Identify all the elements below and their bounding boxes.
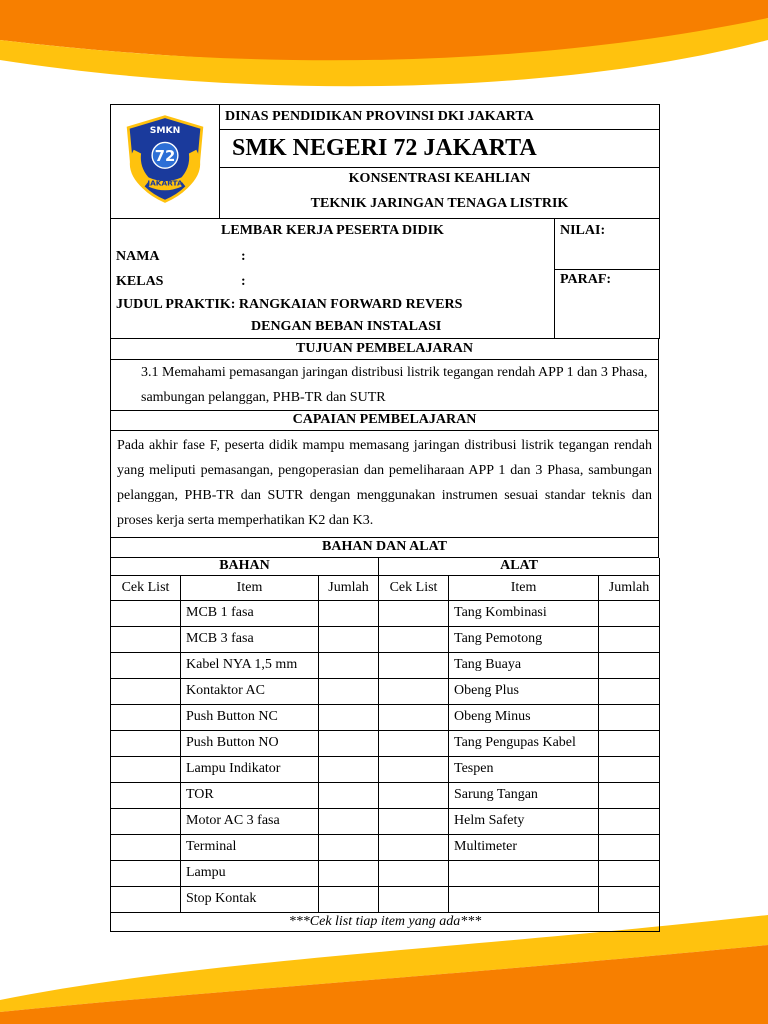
identity-table (110, 219, 660, 340)
judul-line1: JUDUL PRAKTIK: RANGKAIAN FORWARD REVERS (111, 295, 555, 317)
bahan-check-cell[interactable] (111, 887, 181, 913)
bahan-check-cell[interactable] (111, 731, 181, 757)
table-row (111, 861, 660, 887)
table-row (111, 731, 660, 757)
alat-item-name: Tespen (449, 757, 599, 783)
capaian-heading: CAPAIAN PEMBELAJARAN (111, 410, 659, 430)
alat-check-cell[interactable] (379, 705, 449, 731)
bahan-item-name: Push Button NC (181, 705, 319, 731)
alat-jumlah-cell[interactable] (599, 653, 660, 679)
table-row (111, 601, 660, 627)
header-table (110, 104, 660, 219)
nama-colon: : (241, 248, 246, 264)
alat-item-name: Multimeter (449, 835, 599, 861)
table-row (111, 705, 660, 731)
alat-check-cell[interactable] (379, 835, 449, 861)
alat-check-cell[interactable] (379, 731, 449, 757)
bahan-item-name: Lampu Indikator (181, 757, 319, 783)
judul-line2: DENGAN BEBAN INSTALASI (111, 317, 555, 339)
alat-item-name: Obeng Minus (449, 705, 599, 731)
table-row (111, 757, 660, 783)
school-logo (119, 113, 211, 205)
alat-item-name: Tang Buaya (449, 653, 599, 679)
bahan-heading: BAHAN (111, 558, 379, 576)
bahan-col-cek: Cek List (111, 576, 181, 601)
table-row (111, 627, 660, 653)
sheet-title: LEMBAR KERJA PESERTA DIDIK (111, 219, 555, 245)
alat-check-cell[interactable] (379, 679, 449, 705)
bahan-check-cell[interactable] (111, 783, 181, 809)
alat-check-cell[interactable] (379, 887, 449, 913)
table-row (111, 653, 660, 679)
alat-col-item: Item (449, 576, 599, 601)
alat-check-cell[interactable] (379, 809, 449, 835)
bahan-jumlah-cell[interactable] (319, 887, 379, 913)
bahan-col-item: Item (181, 576, 319, 601)
school-logo-cell (111, 105, 220, 219)
bahan-check-cell[interactable] (111, 601, 181, 627)
alat-item-name: Tang Pengupas Kabel (449, 731, 599, 757)
paraf-label: PARAF: (555, 270, 660, 339)
nama-row (111, 245, 555, 270)
alat-item-name: Helm Safety (449, 809, 599, 835)
bahan-jumlah-cell[interactable] (319, 731, 379, 757)
alat-check-cell[interactable] (379, 861, 449, 887)
alat-jumlah-cell[interactable] (599, 809, 660, 835)
alat-jumlah-cell[interactable] (599, 679, 660, 705)
bahan-jumlah-cell[interactable] (319, 861, 379, 887)
bahan-check-cell[interactable] (111, 627, 181, 653)
bahan-check-cell[interactable] (111, 835, 181, 861)
alat-item-name (449, 861, 599, 887)
tujuan-text: 3.1 Memahami pemasangan jaringan distribusi listrik tegangan rendah APP 1 dan 3 Phasa, sambungan pelanggan, PHB-TR dan SUTR (111, 359, 659, 410)
alat-check-cell[interactable] (379, 653, 449, 679)
table-row (111, 887, 660, 913)
alat-jumlah-cell[interactable] (599, 835, 660, 861)
bahan-item-name: TOR (181, 783, 319, 809)
table-row (111, 835, 660, 861)
bahan-item-name: Lampu (181, 861, 319, 887)
bahan-check-cell[interactable] (111, 757, 181, 783)
bahan-check-cell[interactable] (111, 861, 181, 887)
bahan-item-name: Stop Kontak (181, 887, 319, 913)
school-name: SMK NEGERI 72 JAKARTA (220, 130, 660, 168)
bahan-check-cell[interactable] (111, 653, 181, 679)
learning-table (110, 339, 659, 558)
alat-col-cek: Cek List (379, 576, 449, 601)
alat-item-name: Tang Pemotong (449, 627, 599, 653)
bahan-jumlah-cell[interactable] (319, 601, 379, 627)
alat-item-name: Sarung Tangan (449, 783, 599, 809)
tujuan-heading: TUJUAN PEMBELAJARAN (111, 339, 659, 359)
alat-jumlah-cell[interactable] (599, 861, 660, 887)
bahan-jumlah-cell[interactable] (319, 809, 379, 835)
kelas-colon: : (241, 273, 246, 289)
bahan-item-name: Push Button NO (181, 731, 319, 757)
bahan-jumlah-cell[interactable] (319, 757, 379, 783)
kelas-row (111, 270, 555, 295)
alat-item-name: Tang Kombinasi (449, 601, 599, 627)
bahan-jumlah-cell[interactable] (319, 835, 379, 861)
alat-jumlah-cell[interactable] (599, 601, 660, 627)
alat-item-name: Obeng Plus (449, 679, 599, 705)
bahan-check-cell[interactable] (111, 679, 181, 705)
alat-check-cell[interactable] (379, 783, 449, 809)
capaian-text: Pada akhir fase F, peserta didik mampu memasang jaringan distribusi listrik tegangan rendah yang meliputi pemasangan, pengoperasian dan pemeliharaan APP 1 dan 3 Phasa, sambungan pelanggan, PHB-TR dan SUTR dengan menggunakan instrumen sesuai standar teknis dan proses kerja serta memperhatikan K2 dan K3. (111, 430, 659, 537)
alat-check-cell[interactable] (379, 601, 449, 627)
dinas-title: DINAS PENDIDIKAN PROVINSI DKI JAKARTA (220, 105, 660, 130)
table-row (111, 783, 660, 809)
bahan-check-cell[interactable] (111, 705, 181, 731)
alat-jumlah-cell[interactable] (599, 731, 660, 757)
bahan-col-jumlah: Jumlah (319, 576, 379, 601)
bahan-alat-table (110, 558, 660, 933)
bahan-item-name: Terminal (181, 835, 319, 861)
bahan-jumlah-cell[interactable] (319, 783, 379, 809)
nilai-label: NILAI: (555, 219, 660, 270)
alat-jumlah-cell[interactable] (599, 705, 660, 731)
logo-bottom-text: JAKARTA (147, 178, 183, 188)
bahan-check-cell[interactable] (111, 809, 181, 835)
bahan-item-name: MCB 3 fasa (181, 627, 319, 653)
items-body (111, 601, 660, 913)
bahan-item-name: MCB 1 fasa (181, 601, 319, 627)
alat-item-name (449, 887, 599, 913)
logo-top-text: SMKN (149, 124, 181, 136)
bahan-jumlah-cell[interactable] (319, 627, 379, 653)
bahan-alat-heading: BAHAN DAN ALAT (111, 537, 659, 557)
bahan-jumlah-cell[interactable] (319, 679, 379, 705)
alat-jumlah-cell[interactable] (599, 627, 660, 653)
bahan-item-name: Motor AC 3 fasa (181, 809, 319, 835)
nama-label: NAMA (116, 248, 160, 264)
konsentrasi-label: KONSENTRASI KEAHLIAN (220, 167, 660, 191)
logo-number: 72 (154, 147, 176, 165)
alat-jumlah-cell[interactable] (599, 757, 660, 783)
table-row (111, 809, 660, 835)
alat-check-cell[interactable] (379, 627, 449, 653)
worksheet (110, 104, 659, 932)
alat-heading: ALAT (379, 558, 660, 576)
bahan-jumlah-cell[interactable] (319, 705, 379, 731)
alat-jumlah-cell[interactable] (599, 887, 660, 913)
kelas-label: KELAS (116, 273, 164, 289)
alat-jumlah-cell[interactable] (599, 783, 660, 809)
bahan-item-name: Kabel NYA 1,5 mm (181, 653, 319, 679)
bahan-jumlah-cell[interactable] (319, 653, 379, 679)
table-row (111, 679, 660, 705)
checklist-note: ***Cek list tiap item yang ada*** (111, 913, 660, 932)
bahan-item-name: Kontaktor AC (181, 679, 319, 705)
program-name: TEKNIK JARINGAN TENAGA LISTRIK (220, 191, 660, 218)
alat-col-jumlah: Jumlah (599, 576, 660, 601)
alat-check-cell[interactable] (379, 757, 449, 783)
